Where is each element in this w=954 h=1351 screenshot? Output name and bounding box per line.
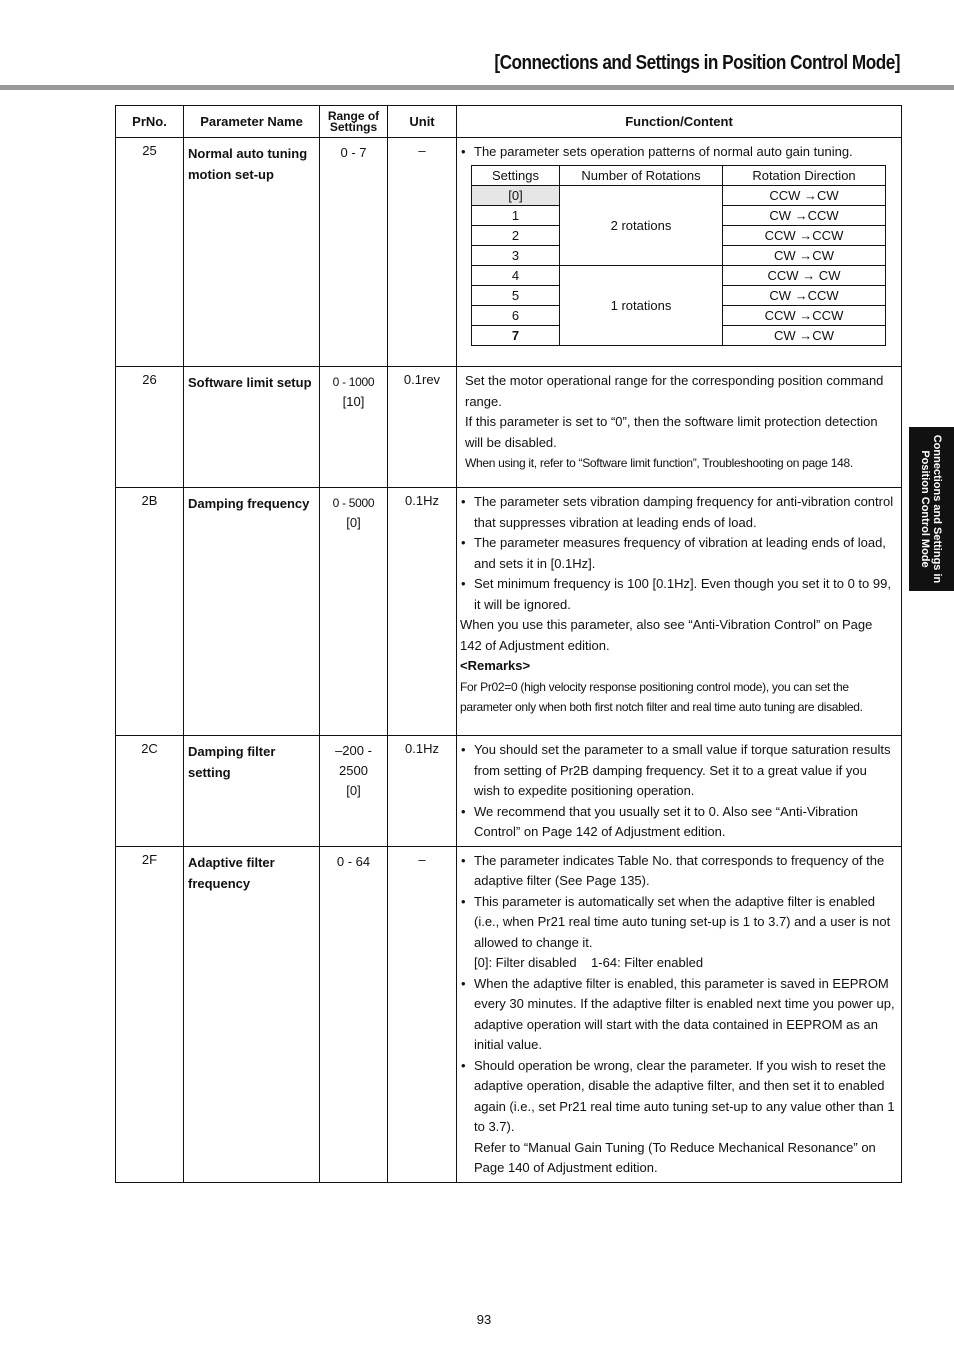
remarks: For Pr02=0 (high velocity response positioning control mode), you can set the parameter only when both first notch filter and real time auto tuning are disabled. (460, 679, 863, 714)
setting-value: 5 (472, 285, 560, 305)
table-header-row (116, 106, 902, 138)
unit: – (388, 846, 457, 1182)
remarks-title: <Remarks> (460, 658, 531, 673)
setting-value: 4 (472, 265, 560, 285)
side-tab (909, 427, 954, 591)
direction-value: CW →CCW (723, 285, 886, 305)
unit: 0.1Hz (388, 488, 457, 736)
col-prno: PrNo. (116, 106, 184, 138)
parameter-name: Software limit setup (184, 367, 320, 488)
prno: 2C (116, 736, 184, 847)
range: –200 - 2500 [0] (320, 736, 388, 847)
text-line: If this parameter is set to “0”, then the software limit protection detection will be disabled. (465, 414, 878, 450)
direction-value: CW →CW (723, 325, 886, 345)
parameter-table (115, 105, 902, 1183)
bullet: • We recommend that you usually set it to 0. Also see “Anti-Vibration Control” on Page 142 of Adjustment edition. (460, 802, 896, 843)
bullet: • The parameter sets operation patterns of normal auto gain tuning. (460, 142, 896, 163)
bullet: • The parameter indicates Table No. that corresponds to frequency of the adaptive filter (See Page 135). (460, 851, 896, 892)
direction-value: CCW → CW (723, 265, 886, 285)
rotations-value: 2 rotations (560, 185, 723, 265)
function-content (457, 367, 902, 488)
prno: 26 (116, 367, 184, 488)
bullet: • You should set the parameter to a small value if torque saturation results from setting of Pr2B damping frequency. Set it to a great value if you wish to expedite positioning operation. (460, 740, 896, 802)
bullet: • The parameter measures frequency of vibration at leading ends of load, and sets it in [0.1Hz]. (460, 533, 896, 574)
function-content (457, 846, 902, 1182)
range: 0 - 7 (320, 138, 388, 367)
side-tab-label: Connections and Settings in Position Control Mode (919, 434, 943, 584)
direction-value: CCW →CCW (723, 305, 886, 325)
parameter-name: Damping filter setting (184, 736, 320, 847)
range: 0 - 1000 [10] (320, 367, 388, 488)
setting-value: 1 (472, 205, 560, 225)
table-row (116, 736, 902, 847)
col-parameter-name: Parameter Name (184, 106, 320, 138)
table-row (116, 367, 902, 488)
setting-value: [0] (472, 185, 560, 205)
text-line: When using it, refer to “Software limit function”, Troubleshooting on page 148. (465, 456, 853, 470)
text-line: Set the motor operational range for the corresponding position command range. (465, 373, 884, 409)
prno: 25 (116, 138, 184, 367)
function-content (457, 138, 902, 367)
unit: 0.1Hz (388, 736, 457, 847)
note: When you use this parameter, also see “Anti-Vibration Control” on Page 142 of Adjustment edition. (460, 617, 873, 653)
direction-value: CCW →CCW (723, 225, 886, 245)
bullet-continuation: [0]: Filter disabled 1-64: Filter enabled (474, 955, 704, 970)
bullet: • The parameter sets vibration damping frequency for anti-vibration control that suppresses vibration at leading ends of load. (460, 492, 896, 533)
range: 0 - 64 (320, 846, 388, 1182)
col-unit: Unit (388, 106, 457, 138)
col-function: Function/Content (457, 106, 902, 138)
unit: – (388, 138, 457, 367)
bullet: • When the adaptive filter is enabled, this parameter is saved in EEPROM every 30 minutes. If the adaptive filter is enabled next time you power up, adaptive operation will start with the data contained in EEPROM as an initial value. (460, 974, 896, 1056)
bullet: • Set minimum frequency is 100 [0.1Hz]. Even though you set it to 0 to 99, it will be ignored. (460, 574, 896, 615)
settings-header: Settings (472, 165, 560, 185)
setting-value: 6 (472, 305, 560, 325)
direction-header: Rotation Direction (723, 165, 886, 185)
page-title: [Connections and Settings in Position Control Mode] (494, 52, 900, 74)
rotations-header: Number of Rotations (560, 165, 723, 185)
header-rule (0, 85, 954, 90)
parameter-name: Normal auto tuning motion set-up (184, 138, 320, 367)
prno: 2B (116, 488, 184, 736)
col-range: Range of Settings (320, 106, 388, 138)
prno: 2F (116, 846, 184, 1182)
table-row (116, 138, 902, 367)
parameter-name: Adaptive filter frequency (184, 846, 320, 1182)
function-content (457, 736, 902, 847)
table-row (116, 488, 902, 736)
direction-value: CW →CW (723, 245, 886, 265)
bullet-continuation: Refer to “Manual Gain Tuning (To Reduce Mechanical Resonance” on Page 140 of Adjustment edition. (474, 1139, 876, 1175)
parameter-name: Damping frequency (184, 488, 320, 736)
function-content (457, 488, 902, 736)
table-row (116, 846, 902, 1182)
rotations-value: 1 rotations (560, 265, 723, 345)
bullet: • Should operation be wrong, clear the parameter. If you wish to reset the adaptive operation, disable the adaptive filter, and then set it to enabled again (i.e., set Pr21 real time auto tuning set-up to any value other than 1 to 3.7). (460, 1056, 896, 1138)
setting-value: 3 (472, 245, 560, 265)
unit: 0.1rev (388, 367, 457, 488)
page-number: 93 (476, 1312, 492, 1327)
direction-value: CW →CCW (723, 205, 886, 225)
direction-value: CCW →CW (723, 185, 886, 205)
setting-value: 2 (472, 225, 560, 245)
range: 0 - 5000 [0] (320, 488, 388, 736)
setting-value: 7 (472, 325, 560, 345)
bullet: • This parameter is automatically set when the adaptive filter is enabled (i.e., when Pr21 real time auto tuning set-up is 1 to 3.7) and a user is not allowed to change it. (460, 892, 896, 954)
settings-table (471, 165, 886, 346)
